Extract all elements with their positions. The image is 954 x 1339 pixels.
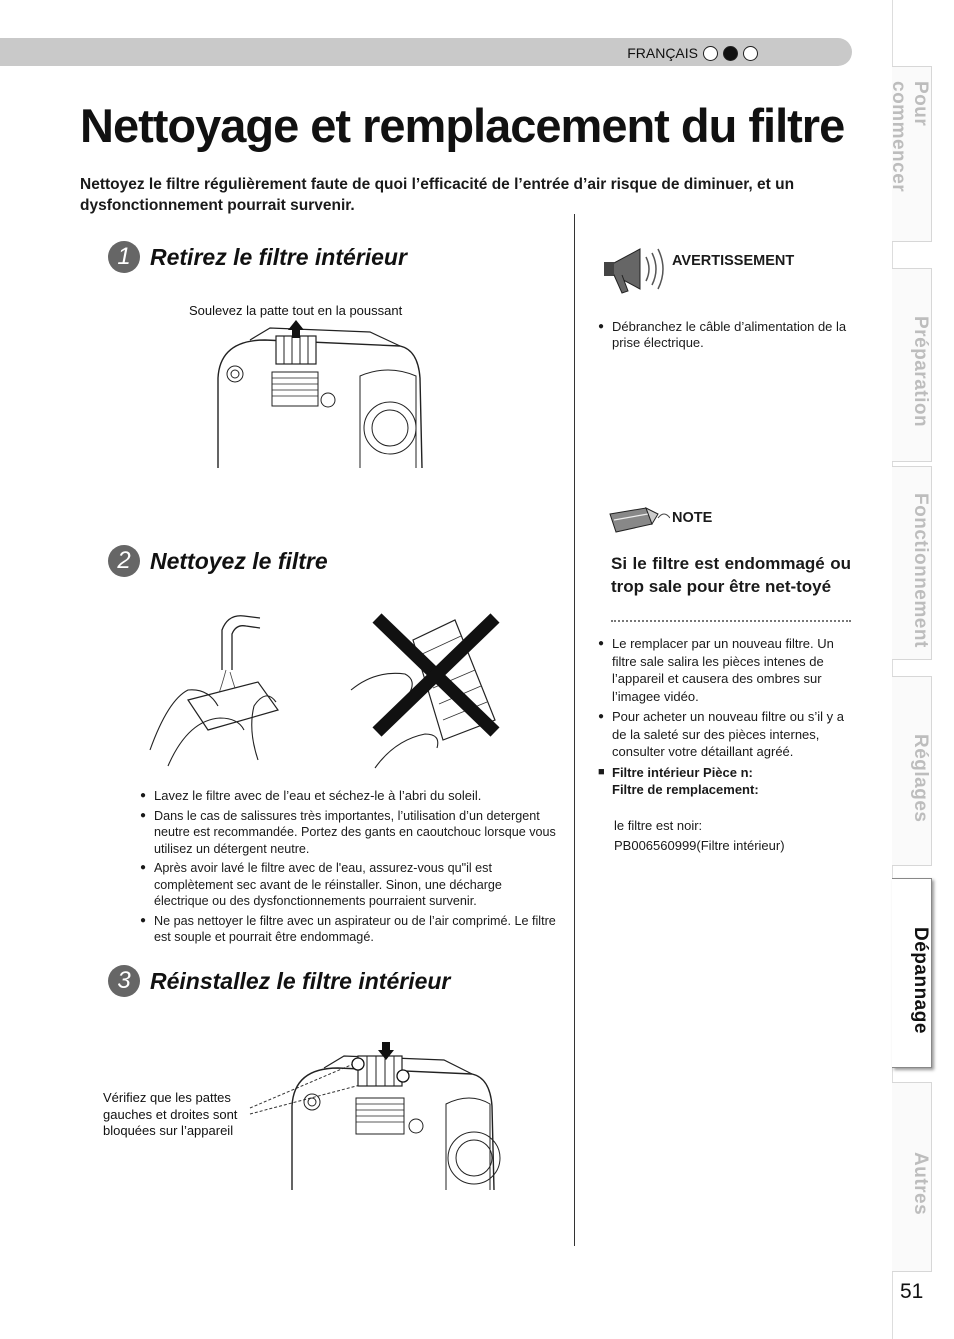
page-dot-icon: [743, 46, 758, 61]
list-item: ● Après avoir lavé le filtre avec de l'eau, assurez-vous qu"il est complètement sec avant de le réinstaller. Sinon, une décharge électrique ou des dysfonctionnements pourraient survenir.: [140, 860, 560, 910]
page-number: 51: [900, 1280, 924, 1303]
step-2-heading: [108, 545, 328, 577]
part-label-2: Filtre de remplacement:: [612, 782, 759, 797]
step-title: Nettoyez le filtre: [150, 547, 328, 574]
tab-fonctionnement[interactable]: Fonctionnement: [892, 466, 932, 660]
part-line-1: le filtre est noir:: [614, 818, 703, 833]
projector-filter-removal-illustration: [210, 318, 425, 468]
step-3-heading: [108, 965, 450, 997]
step-number: 1: [108, 241, 140, 273]
page-title: Nettoyage et remplacement du filtre: [80, 99, 845, 152]
page-dot-icon: [703, 46, 718, 61]
note-label: NOTE: [672, 510, 713, 526]
megaphone-warning-icon: [600, 243, 668, 299]
list-item: ● Pour acheter un nouveau filtre ou s’il y a de la saleté sur des pièces internes, consulter votre détaillant agréé.: [598, 708, 852, 761]
page-dot-active-icon: [723, 46, 738, 61]
step-3-caption: Vérifiez que les pattes gauches et droites sont bloquées sur l’appareil: [103, 1090, 238, 1138]
step-1-heading: [108, 241, 407, 273]
step-2-instructions: [140, 788, 560, 949]
tab-reglages[interactable]: Réglages: [892, 676, 932, 866]
list-item: ● Débranchez le câble d’alimentation de la prise électrique.: [598, 319, 852, 351]
language-label: FRANÇAIS: [627, 45, 698, 61]
list-item: ● Le remplacer par un nouveau filtre. Un filtre sale salira les pièces intenes de l’appareil et causera des ombres sur l’imagee vidéo.: [598, 635, 852, 705]
dotted-divider: [611, 620, 851, 622]
step-title: Retirez le filtre intérieur: [150, 243, 407, 270]
tab-autres[interactable]: Autres: [892, 1082, 932, 1272]
part-number-item: [598, 764, 852, 799]
step-number: 3: [108, 965, 140, 997]
warning-label: AVERTISSEMENT: [672, 253, 795, 269]
part-number-value: PB006560999(Filtre intérieur): [614, 838, 785, 853]
tab-preparation[interactable]: Préparation: [892, 268, 932, 462]
column-divider: [574, 214, 575, 1246]
note-list: [598, 635, 852, 802]
part-number-details: [614, 816, 785, 856]
list-item: ● Lavez le filtre avec de l’eau et séchez-le à l’abri du soleil.: [140, 788, 560, 805]
language-indicator: [627, 45, 758, 61]
intro-text: Nettoyez le filtre régulièrement faute de quoi l’efficacité de l’entrée d’air risque de diminuer, et un dysfonctionnement pourrait survenir.: [80, 176, 795, 214]
pencil-note-icon: [606, 506, 670, 534]
warning-list: [598, 319, 852, 354]
projector-filter-reinstall-illustration: [240, 1040, 525, 1190]
step-number: 2: [108, 545, 140, 577]
tab-depannage[interactable]: Dépannage: [892, 878, 932, 1068]
note-heading: Si le filtre est endommagé ou trop sale pour être net-toyé: [611, 554, 851, 596]
do-not-vacuum-illustration: [345, 610, 505, 770]
part-label-1: Filtre intérieur Pièce n:: [612, 764, 753, 780]
step-title: Réinstallez le filtre intérieur: [150, 967, 451, 994]
list-item: ● Ne pas nettoyer le filtre avec un aspirateur ou de l’air comprimé. Le filtre est souple et pourrait être endommagé.: [140, 913, 560, 946]
tab-pour-commencer[interactable]: Pour commencer: [892, 66, 932, 242]
step-1-caption: Soulevez la patte tout en la poussant: [189, 303, 403, 318]
list-item: ● Dans le cas de salissures très importantes, l’utilisation d’un detergent neutre est recommandée. Portez des gants en caoutchouc lorsque vous utilisez un détergent neutre.: [140, 808, 560, 858]
washing-filter-illustration: [148, 610, 283, 770]
